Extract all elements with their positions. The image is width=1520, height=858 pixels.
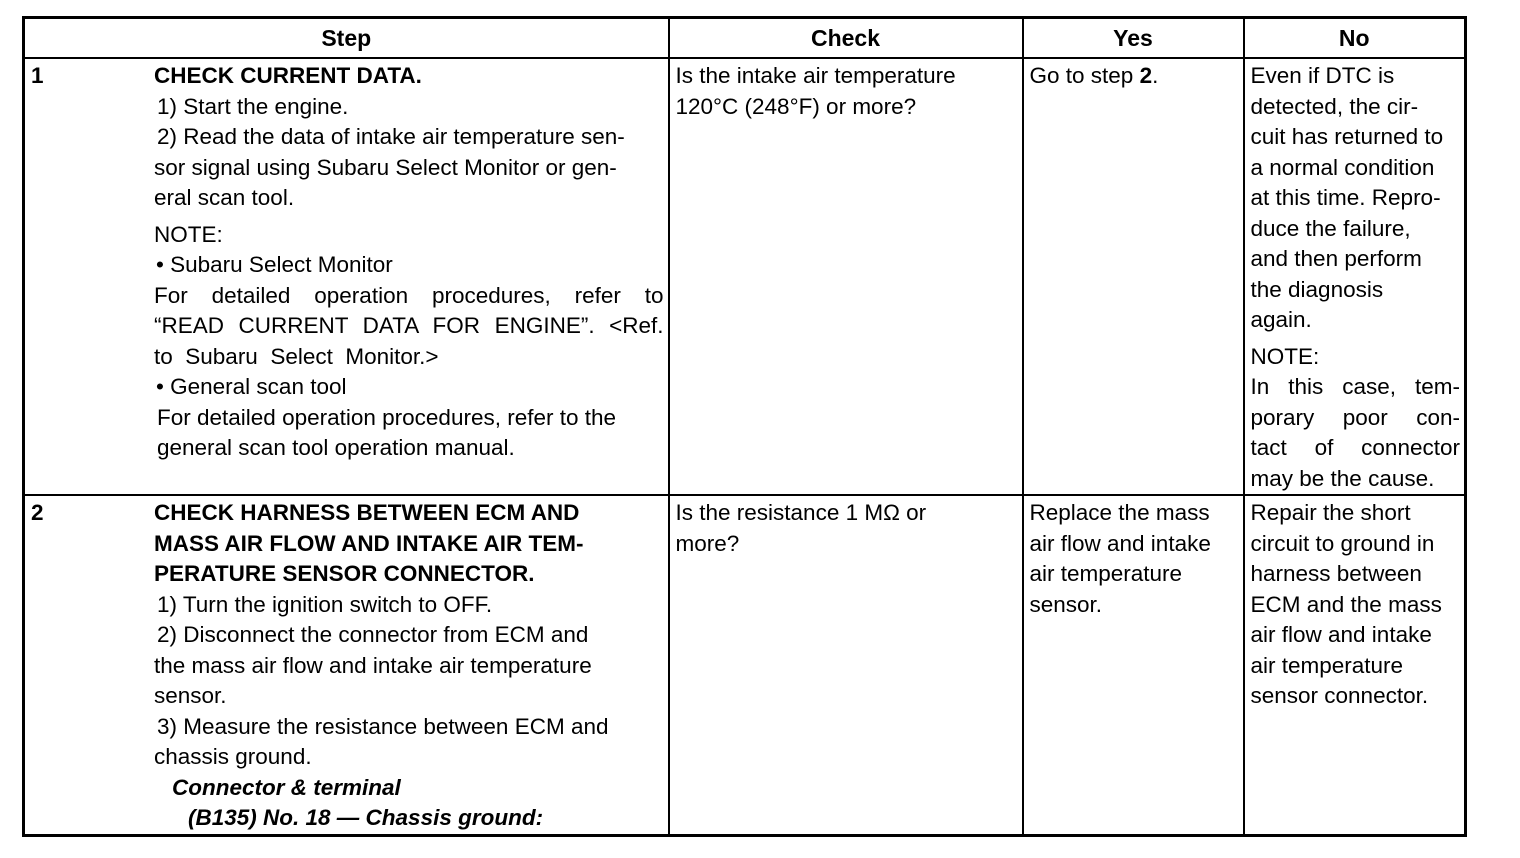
no-line: a normal condition <box>1250 154 1435 180</box>
step-line: 1) Turn the ignition switch to OFF. <box>157 591 493 617</box>
no-cell <box>1244 495 1466 835</box>
no-cell <box>1244 58 1466 495</box>
no-line: air flow and intake <box>1250 622 1432 647</box>
check-line: Is the resistance 1 MΩ or <box>675 500 927 525</box>
connector-value: (B135) No. 18 — Chassis ground: <box>188 805 544 830</box>
check-cell <box>669 58 1023 495</box>
header-no: No <box>1244 18 1466 59</box>
no-note-line: tact of connector <box>1250 435 1460 460</box>
no-note-line: may be the cause. <box>1250 465 1435 491</box>
header-yes: Yes <box>1023 18 1244 59</box>
note-line: • Subaru Select Monitor <box>156 252 393 277</box>
no-line: air temperature <box>1250 652 1404 678</box>
step-cell <box>24 495 669 835</box>
note-line: general scan tool operation manual. <box>157 435 515 460</box>
step-line: sor signal using Subaru Select Monitor or gen- <box>154 154 617 180</box>
no-line: Even if DTC is <box>1250 63 1395 88</box>
yes-cell <box>1023 58 1244 495</box>
note-line: For detailed operation procedures, refer to <box>154 282 664 308</box>
yes-prefix: Go to step <box>1029 63 1140 88</box>
step-line: 1) Start the engine. <box>157 93 349 119</box>
yes-suffix: . <box>1152 63 1159 88</box>
yes-step-link: 2 <box>1139 63 1153 88</box>
step-line: chassis ground. <box>154 744 312 769</box>
step-title: CHECK CURRENT DATA. <box>154 63 422 88</box>
no-line: sensor connector. <box>1250 683 1429 708</box>
step-title: PERATURE SENSOR CONNECTOR. <box>154 561 535 586</box>
table-row <box>24 58 1466 495</box>
no-line: ECM and the mass <box>1250 591 1442 617</box>
no-line: and then perform <box>1250 246 1422 271</box>
step-number: 1 <box>31 63 44 88</box>
header-row <box>24 18 1466 59</box>
yes-line: Replace the mass <box>1029 500 1210 525</box>
no-line: harness between <box>1250 561 1422 586</box>
connector-label: Connector & terminal <box>172 774 401 800</box>
check-cell <box>669 495 1023 835</box>
step-cell <box>24 58 669 495</box>
step-title: MASS AIR FLOW AND INTAKE AIR TEM- <box>154 530 584 556</box>
note-label: NOTE: <box>154 221 223 247</box>
diagnosis-table <box>22 16 1467 837</box>
step-line: 3) Measure the resistance between ECM and <box>157 713 609 739</box>
yes-line: air flow and intake <box>1029 530 1211 556</box>
note-line: “READ CURRENT DATA FOR ENGINE”. <Ref. <box>154 313 664 338</box>
no-line: cuit has returned to <box>1250 124 1444 149</box>
no-note-line: porary poor con- <box>1250 404 1460 430</box>
no-line: again. <box>1250 307 1312 332</box>
no-line: Repair the short <box>1250 500 1411 525</box>
note-line: • General scan tool <box>156 374 347 399</box>
step-number: 2 <box>31 500 44 525</box>
step-line: 2) Disconnect the connector from ECM and <box>157 622 589 647</box>
step-line: 2) Read the data of intake air temperature sen- <box>157 124 625 149</box>
note-line: to Subaru Select Monitor.> <box>154 343 439 369</box>
no-line: detected, the cir- <box>1250 93 1419 119</box>
table-row <box>24 495 1466 835</box>
yes-cell <box>1023 495 1244 835</box>
step-title: CHECK HARNESS BETWEEN ECM AND <box>154 500 580 525</box>
no-note-line: In this case, tem- <box>1250 374 1460 399</box>
no-note-label: NOTE: <box>1250 343 1320 369</box>
header-step: Step <box>24 18 669 59</box>
yes-text <box>1024 59 1243 92</box>
no-line: circuit to ground in <box>1250 530 1435 556</box>
yes-line: air temperature <box>1029 561 1183 586</box>
step-line: eral scan tool. <box>154 185 295 210</box>
step-line: sensor. <box>154 683 227 708</box>
yes-line: sensor. <box>1029 591 1103 617</box>
note-line: For detailed operation procedures, refer to the <box>157 404 617 430</box>
no-line: the diagnosis <box>1250 276 1384 302</box>
no-line: duce the failure, <box>1250 215 1411 241</box>
check-line: more? <box>675 530 740 556</box>
no-line: at this time. Repro- <box>1250 185 1441 210</box>
header-check: Check <box>669 18 1023 59</box>
check-text: Is the intake air temperature 120°C (248°F) or more? <box>675 63 956 119</box>
step-line: the mass air flow and intake air temperature <box>154 652 592 678</box>
